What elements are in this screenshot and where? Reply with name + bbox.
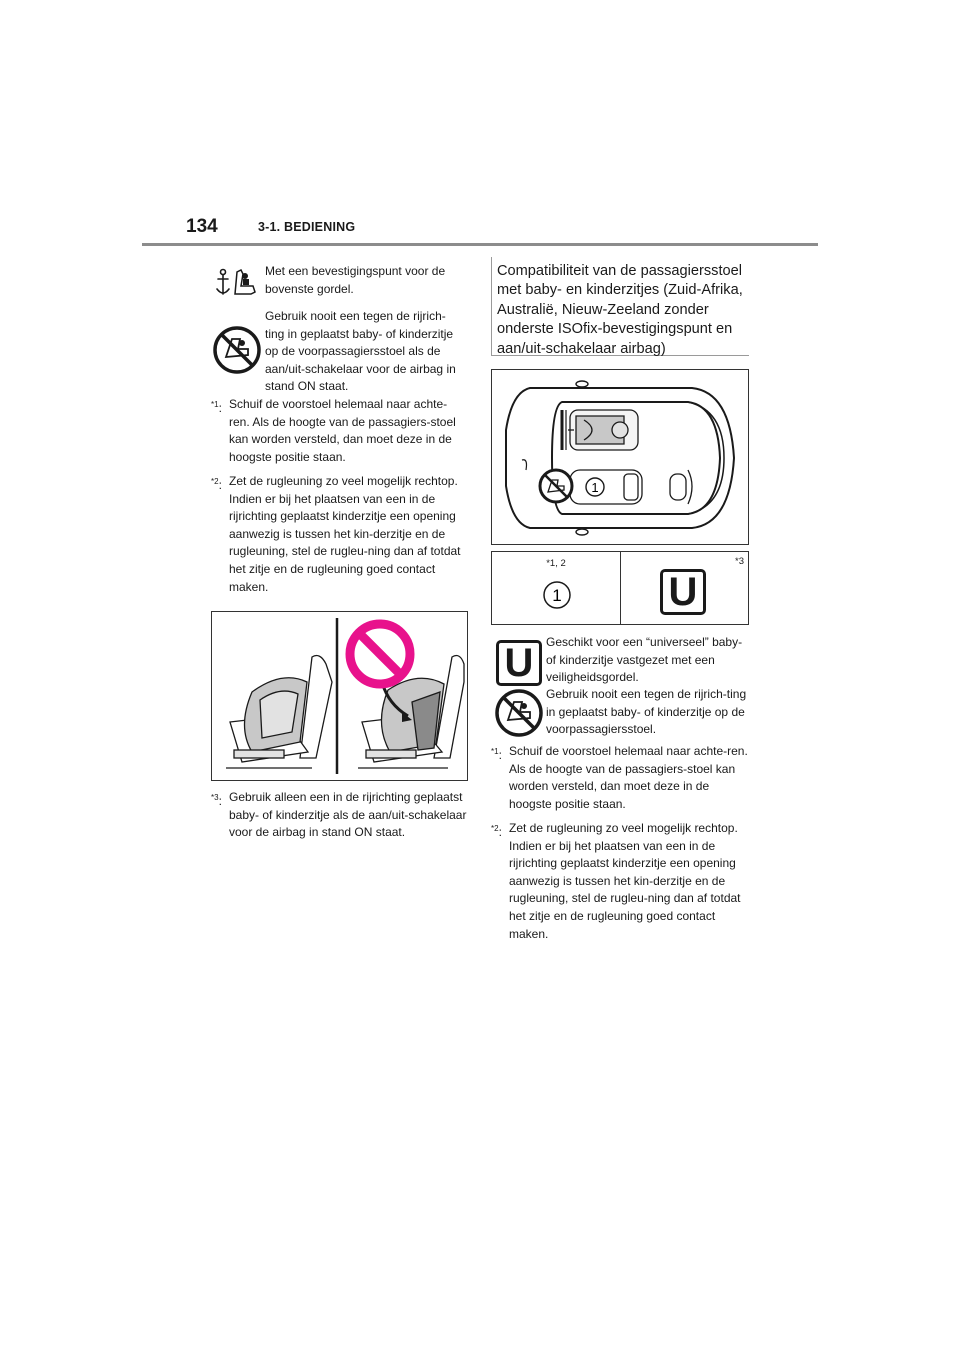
legend-prohibit-text: Gebruik nooit een tegen de rijrich-ting in geplaatst baby- of kinderzitje op de voorpassagiersstoel als de aan/uit-schakelaar voor de airbag in stand ON staat.	[265, 309, 456, 394]
footnote-1-right	[491, 743, 749, 813]
footnote-mark: $^{*2}$:	[491, 824, 502, 839]
footnote-2-right	[491, 820, 749, 944]
child-seat-illustration	[211, 611, 468, 781]
section-title-rule-left	[491, 257, 492, 356]
table-header-col1: *1, 2	[546, 558, 566, 569]
footnote-mark: $^{*1}$:	[211, 400, 222, 415]
universal-seat-icon: U	[496, 640, 542, 686]
legend-anchor-text: Met een bevestigingspunt voor de bovenste gordel.	[265, 264, 446, 296]
universal-seat-icon: U	[660, 569, 706, 615]
legend-prohibit-text-right: Gebruik nooit een tegen de rijrich-ting in geplaatst baby- of kinderzitje op de voorpassagiersstoel.	[546, 687, 747, 737]
car-seat-diagram	[491, 369, 749, 545]
compatibility-table	[491, 551, 749, 625]
footnote-text: Schuif de voorstoel helemaal naar achte-ren. Als de hoogte van de passagiers-stoel kan worden versteld, dan moet deze in de hoogste positie staan.	[509, 744, 748, 811]
compatibility-section-title: Compatibiliteit van de passagiersstoel met baby- en kinderzitjes (Zuid-Afrika, Australië, Nieuw-Zeeland zonder onderste ISOfix-bevestigingspunt en aan/uit-schakelaar airbag)	[497, 263, 743, 357]
legend-universal-text: Geschikt voor een “universeel” baby- of kinderzitje vastgezet met een veiligheidsgordel.	[546, 635, 743, 685]
footnote-text: Zet de rugleuning zo veel mogelijk rechtop. Indien er bij het plaatsen van een in de rijrichting geplaatst kinderzitje een opening aanwezig is tussen het kin-derzitje en de rugleuning, stel de rugleu-ning dan af totdat het zitje en de rugleuning goed contact maken.	[509, 821, 741, 941]
page-number: 134	[186, 216, 218, 237]
footnote-text: Zet de rugleuning zo veel mogelijk rechtop. Indien er bij het plaatsen van een in de rijrichting geplaatst kinderzitje een opening aanwezig is tussen het kin-derzitje en de rugleuning, stel de rugleu-ning dan af totdat het zitje en de rugleuning goed contact maken.	[229, 474, 461, 594]
header-rule	[142, 243, 818, 246]
prohibited-circle-icon	[350, 624, 410, 684]
no-rear-facing-seat-icon	[540, 470, 572, 502]
table-header-col2: *3	[735, 556, 744, 567]
no-rear-facing-seat-icon	[212, 325, 262, 375]
footnote-mark: $^{*2}$:	[211, 477, 222, 492]
footnote-1	[211, 396, 467, 466]
footnote-text: Gebruik alleen een in de rijrichting geplaatst baby- of kinderzitje als de aan/uit-schakelaar voor de airbag in stand ON staat.	[229, 790, 467, 840]
child-seat-drawing	[212, 612, 467, 780]
anchor-seat-icon	[215, 264, 257, 300]
section-title: 3-1. BEDIENING	[258, 220, 356, 234]
diagram-seat-label: 1	[591, 480, 599, 495]
table-value-col1: 1	[552, 586, 562, 605]
seat-type-1-icon	[542, 580, 572, 610]
no-rear-facing-seat-icon	[494, 688, 544, 738]
table-divider	[620, 552, 621, 624]
footnote-mark: $^{*3}$:	[211, 793, 222, 808]
footnote-3	[211, 789, 467, 861]
footnote-text: Schuif de voorstoel helemaal naar achte-ren. Als de hoogte van de passagiers-stoel kan worden versteld, dan moet deze in de hoogste positie staan.	[229, 397, 456, 464]
footnote-mark: $^{*1}$:	[491, 747, 502, 762]
footnote-2	[211, 473, 467, 597]
